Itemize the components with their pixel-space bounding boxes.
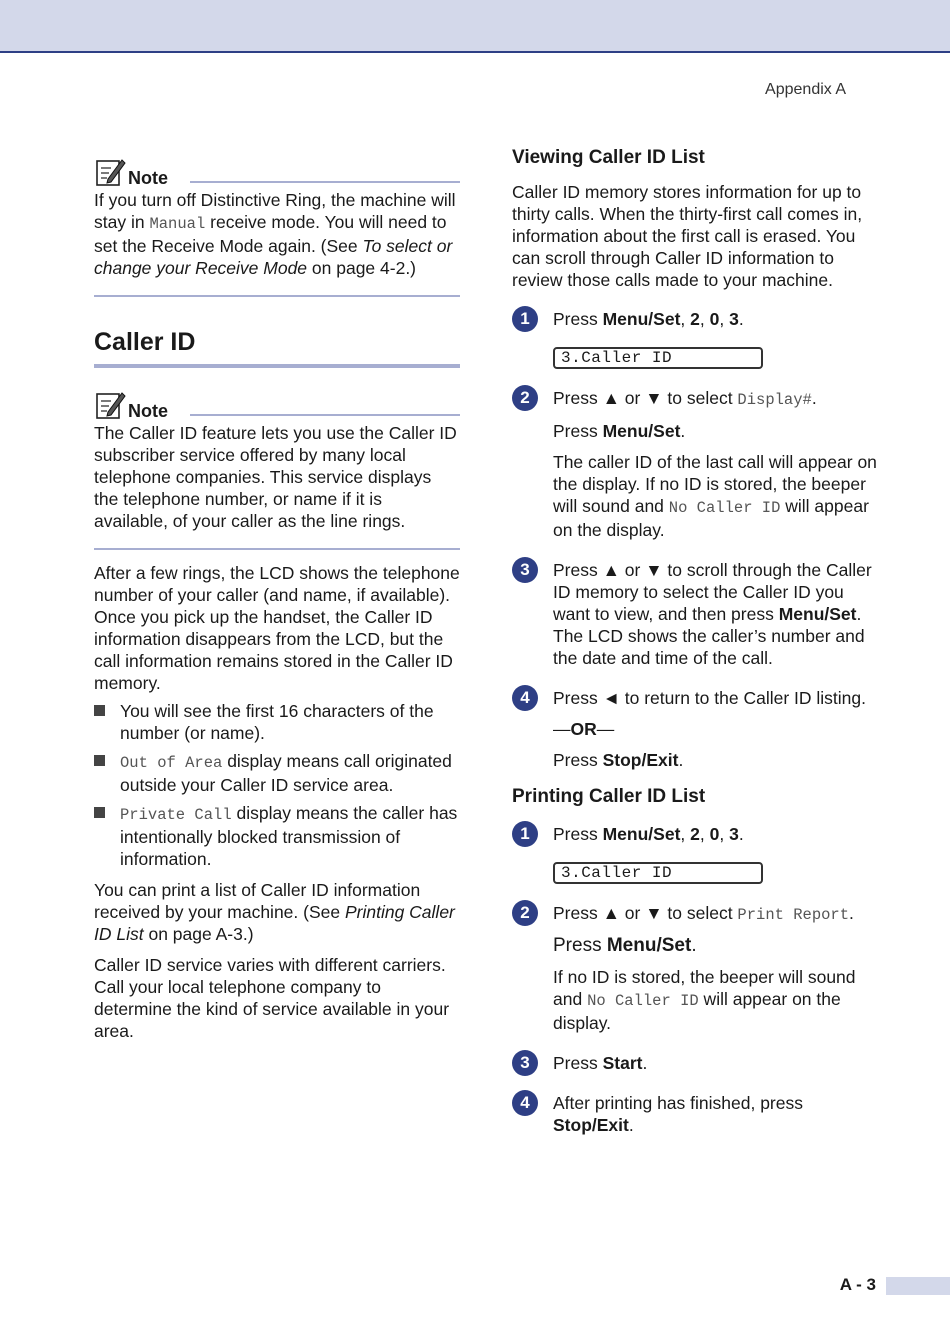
subsection-title: Viewing Caller ID List [512,147,705,168]
note-label: Note [128,168,168,188]
step-item: 1 Press Menu/Set, 2, 0, 3. 3.Caller ID [512,823,882,884]
page-number: A - 3 [839,1275,876,1294]
bullet-item: You will see the first 16 characters of the number (or name). [94,700,460,744]
note-text: If you turn off Distinctive Ring, the machine will stay in Manual receive mode. You will need to set the Receive Mode again. (See To select or change your Receive Mode on page 4-2.) [94,190,456,278]
note-pencil-icon [94,390,126,420]
step-item: 3 Press Start. [512,1052,882,1074]
paragraph: Caller ID service varies with different carriers. Call your local telephone company to determine the kind of service available in your area. [94,955,450,1041]
section-title: Caller ID [94,328,196,356]
note-box [94,155,460,297]
step-number-badge: 4 [512,1090,538,1116]
step-number-badge: 3 [512,1050,538,1076]
step-number-badge: 2 [512,900,538,926]
note-rule [190,181,460,183]
note-end-rule [94,548,460,550]
step-number-badge: 1 [512,306,538,332]
step-item: 4 Press ◄ to return to the Caller ID listing. —OR— Press Stop/Exit. [512,687,882,771]
bullet-square-icon [94,755,105,766]
step-item: 2 Press ▲ or ▼ to select Print Report. Press Menu/Set. If no ID is stored, the beeper will sound and No Caller ID will appear on the display. [512,902,882,1034]
note-pencil-icon [94,157,126,187]
step-number-badge: 4 [512,685,538,711]
note-rule [190,414,460,416]
paragraph: Caller ID memory stores information for up to thirty calls. When the thirty-first call comes in, information about the first call is erased. You can scroll through Caller ID information to review those calls made to your machine. [512,182,863,290]
step-number-badge: 1 [512,821,538,847]
page-header-section: Appendix A [765,81,846,98]
bullet-item: Private Call display means the caller has intentionally blocked transmission of information. [94,802,460,870]
step-item: 1 Press Menu/Set, 2, 0, 3. 3.Caller ID [512,308,882,369]
section-title-rule [94,364,460,368]
step-number-badge: 3 [512,557,538,583]
cross-reference-link: Printing Caller ID List [94,902,455,944]
step-item: 4 After printing has finished, press Stop/Exit. [512,1092,882,1136]
paragraph: You can print a list of Caller ID information received by your machine. (See Printing Caller ID List on page A-3.) [94,880,455,944]
left-column [94,155,460,1042]
cross-reference-link: To select or change your Receive Mode [94,236,453,278]
step-number-badge: 2 [512,385,538,411]
bullet-square-icon [94,807,105,818]
right-column [512,146,882,1136]
bullet-item: Out of Area display means call originated outside your Caller ID service area. [94,750,460,796]
or-separator: —OR— [553,719,615,739]
bullet-square-icon [94,705,105,716]
step-item: 3 Press ▲ or ▼ to scroll through the Caller ID memory to select the Caller ID you want to view, and then press Menu/Set. The LCD shows the caller’s number and the date and time of the call. [512,559,882,669]
subsection-title: Printing Caller ID List [512,786,706,807]
lcd-display: 3.Caller ID [553,862,763,884]
top-header-band [0,0,950,53]
note-box [94,388,460,550]
footer-accent-bar [886,1277,950,1295]
step-item: 2 Press ▲ or ▼ to select Display#. Press Menu/Set. The caller ID of the last call will appear on the display. If no ID is stored, the beeper will sound and No Caller ID will appear on the display. [512,387,882,541]
note-end-rule [94,295,460,297]
paragraph: After a few rings, the LCD shows the telephone number of your caller (and name, if available). Once you pick up the handset, the Caller ID information disappears from the LCD, but the call information remains stored in the Caller ID memory. [94,563,460,693]
lcd-display: 3.Caller ID [553,347,763,369]
bullet-list [94,700,460,870]
note-label: Note [128,401,168,421]
note-text: The Caller ID feature lets you use the Caller ID subscriber service offered by many local telephone companies. This service displays the telephone number, or name if it is available, of your caller as the line rings. [94,423,457,531]
